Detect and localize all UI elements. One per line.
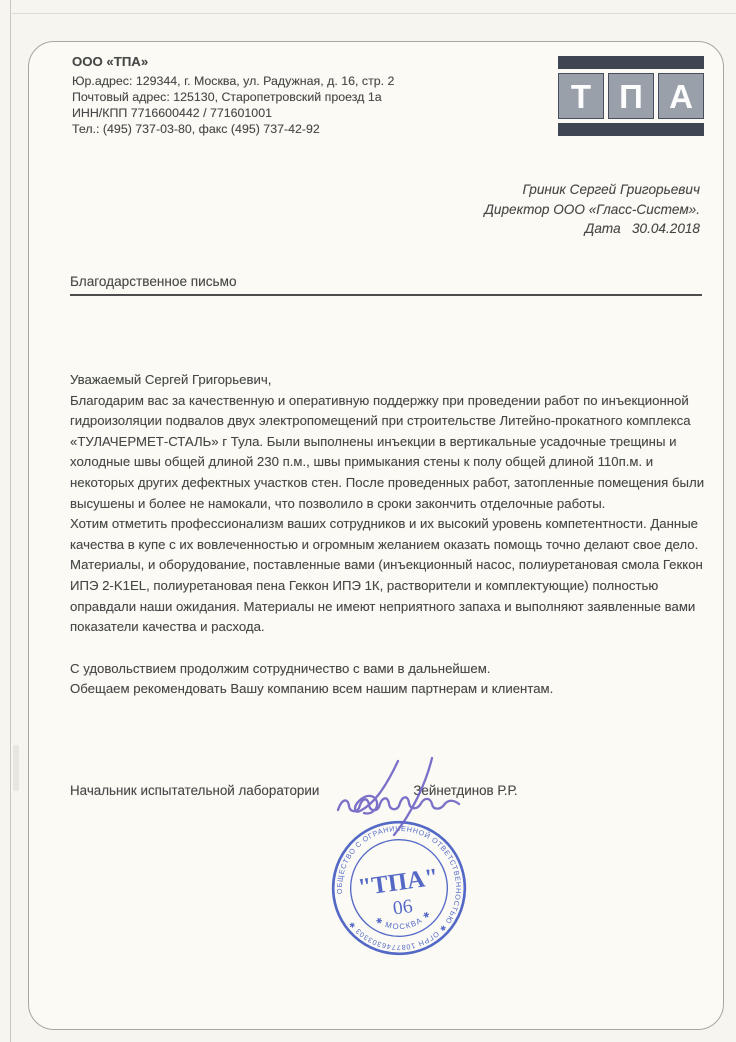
inn-kpp: ИНН/КПП 7716600442 / 771601001	[72, 106, 272, 120]
paragraph-staff: Хотим отметить профессионализм ваших сотрудников и их высокий уровень компетентности. Данные качества в купе с их вовлеченностью и огромным желанием оказать помощь точно делают свое дело.	[70, 516, 699, 552]
logo-letter-tiles	[558, 73, 704, 119]
company-name: ООО «ТПА»	[72, 54, 149, 69]
paragraph-recommendation: Обещаем рекомендовать Вашу компанию всем нашим партнерам и клиентам.	[70, 681, 554, 697]
scan-edge-line-vertical	[10, 0, 11, 1042]
letterhead	[72, 54, 394, 137]
legal-address: Юр.адрес: 129344, г. Москва, ул. Радужная, д. 16, стр. 2	[72, 74, 395, 88]
postal-address: Почтовый адрес: 125130, Старопетровский проезд 1а	[72, 90, 382, 104]
phone-fax: Тел.: (495) 737-03-80, факс (495) 737-42-92	[72, 122, 320, 136]
recipient-position: Директор ООО «Гласс-Систем».	[484, 201, 700, 217]
scan-smudge	[13, 745, 19, 791]
stamp-outer-ring-text: ОБЩЕСТВО С ОГРАНИЧЕННОЙ ОТВЕТСТВЕННОСТЬЮ ✱ ОГРН 1087746303303 ✱	[334, 823, 464, 953]
logo-letter-a: А	[658, 73, 704, 119]
signer-name: Зейнетдинов Р.Р.	[413, 783, 518, 798]
logo-bottom-bar	[558, 123, 704, 136]
logo-top-bar	[558, 56, 704, 69]
letter-body	[70, 370, 708, 700]
logo-letter-t: Т	[558, 73, 604, 119]
recipient-name: Гриник Сергей Григорьевич	[522, 182, 700, 197]
recipient-block	[484, 180, 700, 239]
salutation: Уважаемый Сергей Григорьевич,	[70, 372, 272, 387]
logo-letter-p: П	[608, 73, 654, 119]
paragraph-materials: Материалы, и оборудование, поставленные вами (инъекционный насос, полиуретановая смола Геккон ИПЭ 2-K1EL, полиуретановая пена Геккон ИПЭ 1К, растворители и комплектующие) полностью оправдали наши ожидания. Материалы не имеют неприятного запаха и выполняют заявленные вами показатели качества и расхода.	[70, 557, 703, 635]
tpa-logo	[558, 56, 704, 136]
paragraph-works: Благодарим вас за качественную и оперативную поддержку при проведении работ по инъекционной гидроизоляции подвалов двух электропомещений при строительстве Литейно-прокатного комплекса «ТУЛАЧЕРМЕТ-СТАЛЬ» г Тула. Были выполнены инъекции в вертикальные усадочные трещины и холодные швы общей длиной 230 п.м., швы примыкания стены к полу общей длиной 110п.м. и некоторых других дефектных участков стен. После проведенных работ, затопленные помещения были высушены и более не намокали, что позволило в сроки закончить отделочные работы.	[70, 392, 705, 511]
paragraph-cooperation: С удовольствием продолжим сотрудничество с вами в дальнейшем.	[70, 660, 491, 676]
letter-title: Благодарственное письмо	[70, 274, 702, 296]
stamp-center-name: "ТПА"	[356, 863, 441, 902]
letter-date: Дата 30.04.2018	[584, 221, 700, 236]
signer-position-label: Начальник испытательной лаборатории	[70, 783, 320, 798]
stamp-center-number: 06	[391, 896, 414, 920]
handwritten-signature	[320, 753, 480, 848]
scan-edge-line-horizontal	[12, 13, 736, 14]
stamp-inner-ring-text: ✱ МОСКВА ✱	[373, 908, 433, 932]
